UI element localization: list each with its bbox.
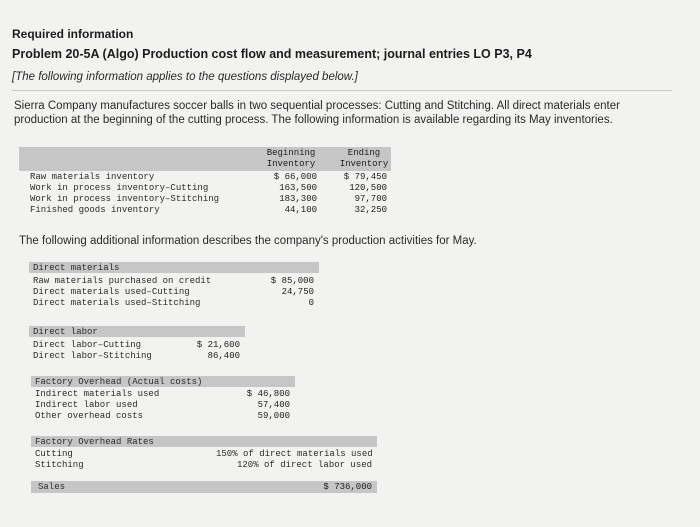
additional-info-text: The following additional information describes the company's production activities for May. bbox=[19, 235, 477, 247]
sales-label: Sales bbox=[38, 482, 66, 492]
overhead-rates-label: Cutting bbox=[35, 449, 73, 459]
inventory-row-label: Work in process inventory–Cutting bbox=[30, 183, 209, 193]
inventory-row-beginning: $ 66,000 bbox=[273, 172, 317, 182]
factory-overhead-value: 57,400 bbox=[257, 400, 290, 410]
applies-note: [The following information applies to the questions displayed below.] bbox=[12, 71, 358, 83]
direct-materials-label: Raw materials purchased on credit bbox=[33, 276, 212, 286]
factory-overhead-label: Indirect labor used bbox=[35, 400, 138, 410]
direct-labor-value: $ 21,600 bbox=[196, 340, 240, 350]
factory-overhead-label: Other overhead costs bbox=[35, 411, 144, 421]
inventory-row-ending: 120,500 bbox=[349, 183, 387, 193]
direct-labor-title: Direct labor bbox=[33, 327, 98, 337]
overhead-rates-value: 150% of direct materials used bbox=[216, 449, 373, 459]
col-ending-line2: Inventory bbox=[339, 159, 389, 169]
inventory-row-beginning: 163,500 bbox=[279, 183, 317, 193]
problem-title: Problem 20-5A (Algo) Production cost flow and measurement; journal entries LO P3, P4 bbox=[12, 47, 532, 61]
inventory-row-label: Work in process inventory–Stitching bbox=[30, 194, 220, 204]
overhead-rates-value: 120% of direct labor used bbox=[237, 460, 373, 470]
col-ending-header bbox=[334, 148, 394, 170]
divider bbox=[12, 90, 672, 91]
direct-labor-value: 86,400 bbox=[207, 351, 240, 361]
direct-materials-title: Direct materials bbox=[33, 263, 120, 273]
factory-overhead-value: $ 46,800 bbox=[246, 389, 290, 399]
overhead-rates-label: Stitching bbox=[35, 460, 84, 470]
inventory-row-ending: 32,250 bbox=[354, 205, 387, 215]
sales-value: $ 736,000 bbox=[323, 482, 372, 492]
direct-materials-value: 24,750 bbox=[281, 287, 314, 297]
direct-labor-label: Direct labor–Cutting bbox=[33, 340, 142, 350]
overhead-rates-title: Factory Overhead Rates bbox=[35, 437, 154, 447]
intro-paragraph: Sierra Company manufactures soccer balls in two sequential processes: Cutting and Stitching. All direct materials enter production at the beginning of the cutting process. The following information is available regarding its May inventories. bbox=[14, 100, 620, 126]
factory-overhead-title: Factory Overhead (Actual costs) bbox=[35, 377, 203, 387]
inventory-row-ending: $ 79,450 bbox=[343, 172, 387, 182]
direct-materials-value: 0 bbox=[308, 298, 314, 308]
col-beginning-header bbox=[261, 148, 321, 170]
required-info-heading: Required information bbox=[12, 27, 134, 41]
col-beginning-line2: Inventory bbox=[266, 159, 316, 169]
direct-labor-label: Direct labor–Stitching bbox=[33, 351, 152, 361]
inventory-row-ending: 97,700 bbox=[354, 194, 387, 204]
direct-materials-label: Direct materials used–Stitching bbox=[33, 298, 201, 308]
factory-overhead-label: Indirect materials used bbox=[35, 389, 160, 399]
inventory-row-beginning: 183,300 bbox=[279, 194, 317, 204]
col-ending-line1: Ending bbox=[347, 148, 381, 158]
inventory-row-label: Finished goods inventory bbox=[30, 205, 160, 215]
inventory-row-beginning: 44,100 bbox=[284, 205, 317, 215]
col-beginning-line1: Beginning bbox=[266, 148, 316, 158]
factory-overhead-value: 59,000 bbox=[257, 411, 290, 421]
inventory-row-label: Raw materials inventory bbox=[30, 172, 155, 182]
direct-materials-label: Direct materials used–Cutting bbox=[33, 287, 190, 297]
direct-materials-value: $ 85,000 bbox=[270, 276, 314, 286]
